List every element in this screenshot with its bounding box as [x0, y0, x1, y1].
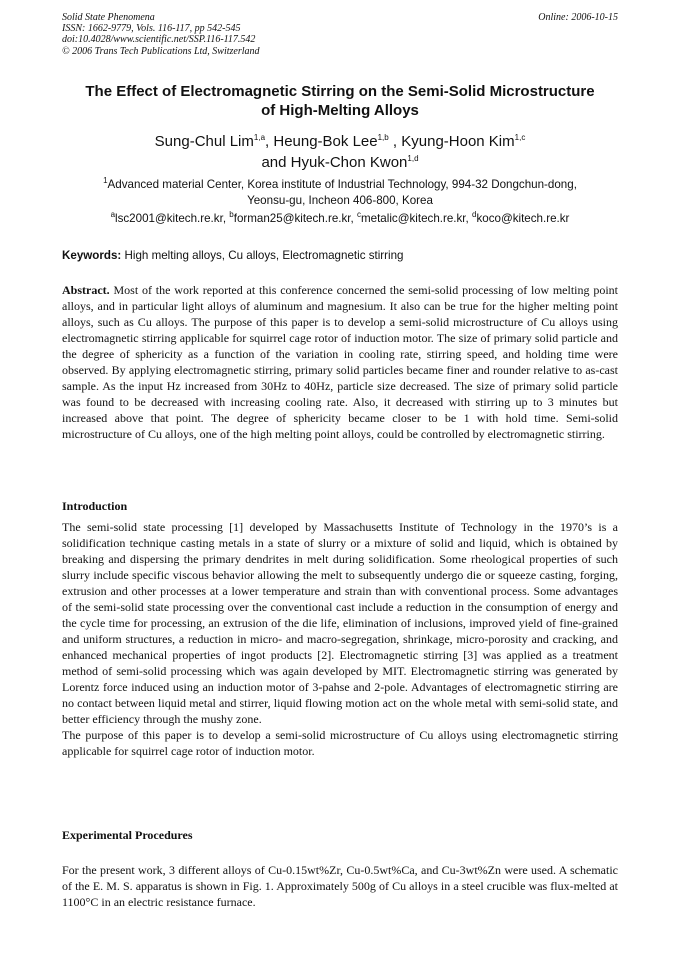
journal-doi: doi:10.4028/www.scientific.net/SSP.116-117.542: [62, 34, 256, 46]
affiliation-line-1: [62, 177, 618, 193]
author-separator: ,: [265, 133, 274, 150]
keywords: [62, 248, 618, 264]
introduction-paragraph-1: The semi-solid state processing [1] developed by Massachusetts Institute of Technology in the 1970’s is a solidification technique casting metals in a state of slurry or a mixture of solid and liquid, which is obtained by breaking and dispersing the primary dendrites in melt during solidification. Some rheological properties of such slurry include specific viscous behavior allowing the melt to subsequently undergo die or squeeze casting, forging, extrusion and other processes at a lower temperature and strain than with conventional process. Some advantages of the semi-solid state processing over the conventional cast include a reduction in the consumption of energy and the cycle time for processing, an extrusion of the die life, elimination of inclusions, improved yield of fine-grained and uniform structures, a reduction in micro- and macro-segregation, shrinkage, micro-porosity and cracking, and enhanced mechanical properties of ingot products [2]. Electromagnetic stirring [3] was applied as a treatment method of semi-solid processing which was again developed by MIT. Electromagnetic stirring was generated by Lorentz force induced using an induction motor of 3-pahse and 2-pole. Advantages of electromagnetic stirring are no contact between liquid metal and stirrer, liquid flowing motion act on the whole metal with semi-solid state, and better efficiency through the mushy zone.: [62, 520, 618, 726]
experimental-body: For the present work, 3 different alloys of Cu-0.15wt%Zr, Cu-0.5wt%Ca, and Cu-3wt%Zn were used. A schematic of the E. M. S. apparatus is shown in Fig. 1. Approximately 500g of Cu alloys in a steel crucible was flux-melted at 1100°C in an electric resistance furnace.: [62, 863, 618, 909]
abstract-label: Abstract.: [62, 283, 110, 297]
email-address[interactable]: forman25@kitech.re.kr: [233, 212, 351, 225]
email-list: [62, 211, 618, 227]
journal-info: [62, 12, 260, 57]
author-name: Kyung-Hoon Kim: [401, 133, 515, 150]
author-conjunction: and: [261, 154, 291, 171]
affiliation-sup: 1: [103, 176, 108, 186]
experimental-heading: Experimental Procedures: [62, 828, 193, 842]
paper-title: [62, 82, 618, 120]
email-sup: c: [356, 210, 361, 220]
introduction-heading: Introduction: [62, 499, 128, 513]
email-sup: b: [229, 210, 234, 220]
title-line-1: The Effect of Electromagnetic Stirring on the Semi-Solid Microstructure: [85, 83, 595, 100]
email-separator: ,: [350, 212, 357, 225]
author-affil-sup: 1,c: [514, 133, 526, 142]
author-name: Hyuk-Chon Kwon: [290, 154, 408, 171]
introduction-body: [62, 519, 618, 759]
email-separator: ,: [222, 212, 230, 225]
author-list: [62, 131, 618, 173]
email-address[interactable]: koco@kitech.re.kr: [476, 212, 570, 225]
email-sup: a: [110, 210, 116, 220]
title-line-2: of High-Melting Alloys: [261, 102, 419, 119]
journal-copyright: © 2006 Trans Tech Publications Ltd, Switzerland: [62, 45, 260, 57]
abstract-text: Most of the work reported at this conference concerned the semi-solid processing of low melting point alloys, and in particular light alloys of aluminum and magnesium. It also can be true for the higher melting point alloys, such as Cu alloys. The purpose of this paper is to develop a semi-solid microstructure of Cu alloys using electromagnetic stirring applicable for squirrel cage rotor of induction motor. The size of primary solid particle and the degree of sphericity as a function of the variation in cooling rate, stirring speed, and holding time were observed. By applying electromagnetic stirring, primary solid particles became finer and rounder relative to as-cast sample. As the input Hz increased from 30Hz to 40Hz, particle size decreased. The size of primary solid particle was found to be decreased with increasing cooling rate. Also, it decreased with stirring up to 3 minutes but increased above that point. The degree of sphericity became closer to be 1 with hold time. Semi-solid microstructure of Cu alloys, one of the high melting point alloys, could be controlled by electromagnetic stirring.: [62, 283, 618, 441]
author-name: Sung-Chul Lim: [154, 133, 254, 150]
author-line-2: [62, 152, 618, 173]
journal-issn: ISSN: 1662-9779, Vols. 116-117, pp 542-545: [62, 23, 241, 35]
keywords-text: High melting alloys, Cu alloys, Electromagnetic stirring: [121, 249, 404, 262]
author-line-1: [62, 131, 618, 152]
affiliation-line-2: Yeonsu-gu, Incheon 406-800, Korea: [247, 194, 433, 207]
author-separator: ,: [388, 133, 402, 150]
keywords-label: Keywords:: [62, 249, 122, 262]
journal-name: Solid State Phenomena: [62, 12, 155, 23]
affiliation: [62, 177, 618, 209]
author-affil-sup: 1,a: [253, 133, 266, 142]
abstract: [62, 282, 618, 442]
author-name: Heung-Bok Lee: [273, 133, 378, 150]
affiliation-text-1: Advanced material Center, Korea institute of Industrial Technology, 994-32 Dongchun-dong,: [107, 178, 577, 191]
email-separator: ,: [465, 212, 472, 225]
online-date: Online: 2006-10-15: [538, 12, 618, 23]
email-address[interactable]: metalic@kitech.re.kr: [360, 212, 466, 225]
email-address[interactable]: lsc2001@kitech.re.kr: [115, 212, 223, 225]
introduction-paragraph-2: The purpose of this paper is to develop a semi-solid microstructure of Cu alloys using electromagnetic stirring applicable for squirrel cage rotor of induction motor.: [62, 728, 618, 758]
author-affil-sup: 1,b: [377, 133, 389, 142]
email-sup: d: [472, 210, 477, 220]
author-affil-sup: 1,d: [407, 154, 419, 163]
